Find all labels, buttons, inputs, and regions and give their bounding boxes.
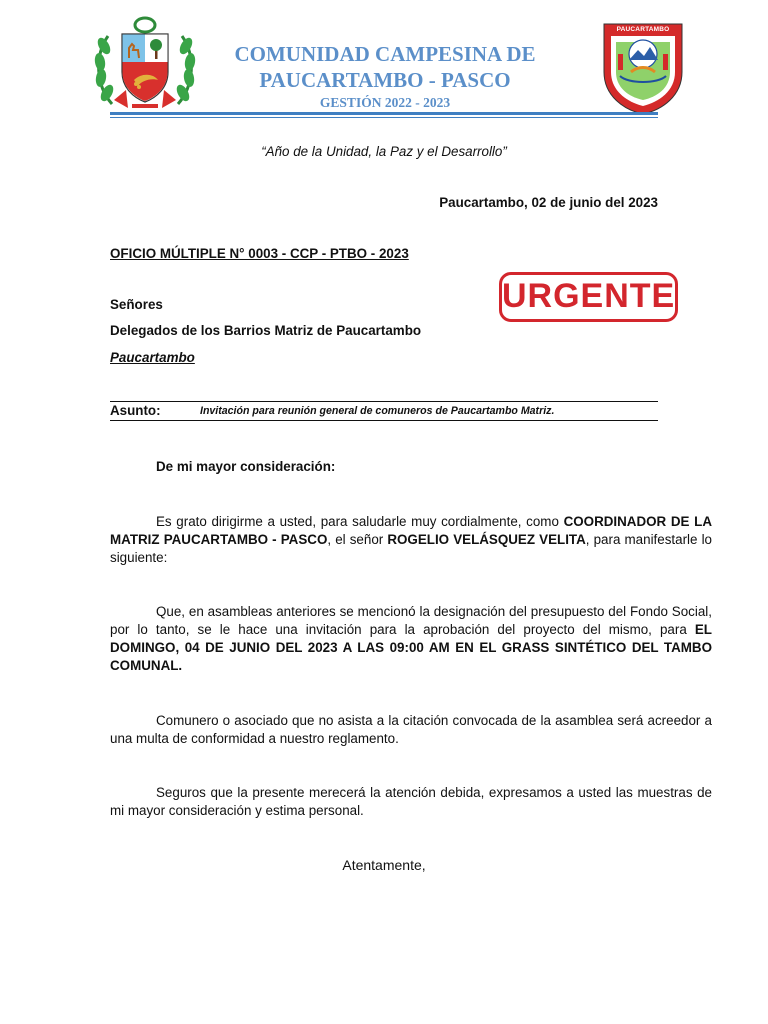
subject-top-rule (110, 401, 658, 402)
shield-top-text: PAUCARTAMBO (616, 26, 670, 33)
paragraph-1-part2: , el señor (327, 532, 388, 547)
recipient-location: Paucartambo (110, 350, 195, 365)
header-title-line2: PAUCARTAMBO - PASCO (259, 68, 511, 92)
paragraph-1-bold2: ROGELIO VELÁSQUEZ VELITA (387, 532, 586, 547)
place-date: Paucartambo, 02 de junio del 2023 (439, 195, 658, 210)
header-divider (110, 112, 658, 115)
paragraph-3-text: Comunero o asociado que no asista a la citación convocada de la asamblea será acreedor a una multa de conformidad a nuestro reglamento. (110, 713, 712, 746)
subject-bottom-rule (110, 420, 658, 421)
paragraph-4 (110, 784, 712, 820)
salutation: De mi mayor consideración: (156, 459, 336, 474)
subject-label: Asunto: (110, 403, 161, 418)
paragraph-1-bold1: COORDINADOR DE LA MATRIZ PAUCARTAMBO - PASCO (110, 514, 712, 547)
peru-coat-of-arms-icon (92, 16, 198, 112)
document-number: OFICIO MÚLTIPLE N° 0003 - CCP - PTBO - 2023 (110, 246, 409, 261)
paragraph-4-text: Seguros que la presente merecerá la atención debida, expresamos a usted las muestras de mi mayor consideración y estima personal. (110, 785, 712, 818)
paragraph-1-part3: , para manifestarle lo siguiente: (110, 532, 712, 565)
paragraph-3 (110, 712, 712, 748)
header-divider-thin (110, 117, 658, 118)
paragraph-2-bold1: EL DOMINGO, 04 DE JUNIO DEL 2023 A LAS 09:00 AM EN EL GRASS SINTÉTICO DEL TAMBO COMUNAL. (110, 622, 712, 673)
closing: Atentamente, (342, 857, 426, 873)
community-shield-icon (598, 14, 688, 116)
year-motto: “Año de la Unidad, la Paz y el Desarrollo” (261, 144, 507, 159)
subject-text: Invitación para reunión general de comuneros de Paucartambo Matriz. (200, 405, 555, 417)
paragraph-1-part1: Es grato dirigirme a usted, para saludarle muy cordialmente, como (156, 514, 564, 529)
paragraph-2-part1: Que, en asambleas anteriores se mencionó la designación del presupuesto del Fondo Social, por lo tanto, se le hace una invitación para la aprobación del proyecto del mismo, para (110, 604, 712, 637)
header-title-line1: COMUNIDAD CAMPESINA DE (234, 42, 536, 66)
paragraph-1 (110, 513, 712, 567)
urgente-stamp: URGENTE (499, 272, 678, 322)
recipient-name: Delegados de los Barrios Matriz de Paucartambo (110, 323, 422, 338)
paragraph-2 (110, 603, 712, 675)
header-subtitle: GESTIÓN 2022 - 2023 (319, 95, 451, 110)
recipient-greeting: Señores (110, 297, 163, 312)
